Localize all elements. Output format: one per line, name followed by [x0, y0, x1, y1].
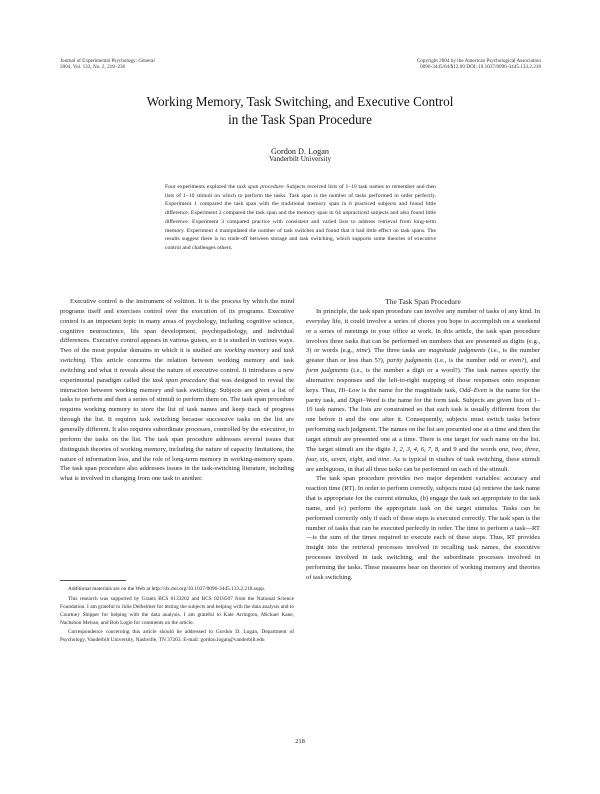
page-number: 218 — [295, 738, 305, 745]
copyright-line: Copyright 2004 by the American Psychological Association — [416, 58, 541, 64]
abstract-text: Four experiments explored the — [165, 184, 237, 190]
body-text: is the name for the parity task, and — [306, 386, 540, 404]
body-text: ). The three tasks are — [367, 347, 429, 355]
title-line-1: Working Memory, Task Switching, and Executive Control — [146, 94, 454, 109]
emphasis: 1, 2, 3, 4, 6, 7, 8, — [392, 445, 440, 453]
emphasis: Digit–Word — [348, 396, 380, 404]
emphasis: magnitude judgments — [428, 347, 486, 355]
emphasis: form judgments — [306, 367, 349, 375]
emphasis: nine — [356, 347, 368, 355]
emphasis: 3 — [306, 347, 310, 355]
body-text: is the name for the form task. Subjects are given lists of 1–10 task names. The lists are constrained so that each task is usually different from the one before it and the one after it. Consequently, subjects must switch tasks before performing each judgment. The names on the list are presented one at a time and then the target stimuli are presented one at a time. There is one target for each name on the list. The target stimuli are the digits — [306, 396, 540, 453]
body-text: (i.e., is the number odd or even?), and — [432, 357, 540, 365]
body-text: is the name for the magnitude task, — [359, 386, 460, 394]
emphasis: parity judgments — [386, 357, 433, 365]
author-affiliation: Vanderbilt University — [268, 155, 332, 163]
footnotes — [60, 585, 294, 646]
body-text: Executive control is the instrument of volition. It is the process by which the mind programs itself and exercises control over the execution of its programs. Executive control is an important topic in many areas of psychology, including cognitive science, cognitive neuroscience, life span development, psychopathology, and individual differences. Executive control appears in various guises, so it is studied in various ways. Two of the most popular domains in which it is studied are — [60, 298, 294, 355]
footnote-correspondence: Correspondence concerning this article should be addressed to Gordon D. Logan, Department of Psychology, Vanderbilt University, Nashville, TN 37203. E-mail: gordon.logan@vanderbilt.edu — [60, 629, 294, 644]
abstract — [165, 183, 436, 253]
footnote-divider — [60, 580, 126, 581]
body-paragraph: The task span procedure provides two major dependent variables: accuracy and reaction time (RT). In order to perform correctly, subjects must (a) retrieve the task name that is appropriate for the current stimulus, (b) engage the task set appropriate to the task name, and (c) perform the appropriate task on the target stimulus. Tasks can be performed correctly only if each of these steps is executed correctly. The task span is the number of tasks that can be executed perfectly in order. The time to perform a task—RT—is the sum of the times required to execute each of these steps. Thus, RT provides insight into the retrieval processes involved in recalling task names, the executive processes involved in task switching, and the subordinate processes involved in performing the tasks. These measures bear on theories of working memory and theories of task switching. — [306, 475, 540, 581]
journal-volume: 2004, Vol. 133, No. 2, 218–236 — [60, 64, 126, 71]
abstract-emphasis: task span procedure — [236, 184, 284, 190]
emphasis: working memory — [224, 347, 270, 355]
footnote-web-materials: Additional materials are on the Web at http://dx.doi.org/10.1037/0096-3445.133.2.218.supp. — [68, 586, 266, 592]
doi-line: 0096-3445/04/$12.00 DOI: 10.1037/0096-3445.133.2.218 — [420, 64, 541, 71]
emphasis: task switching — [60, 347, 294, 365]
emphasis: nine — [378, 455, 390, 463]
journal-citation — [60, 58, 155, 71]
left-column — [60, 297, 294, 484]
right-column — [306, 297, 540, 583]
copyright-notice — [417, 58, 541, 71]
body-text: (i.e., is the number a digit or a word?). The task names specify the alternative responses and the left-to-right mapping of those responses onto response keys. Thus, — [306, 367, 540, 394]
footnote-funding: This research was supported by Grants BCS 0133202 and BCS 0218507 from the National Science Foundation. I am grateful to Julie Delheimer for testing the subjects and helping with the data analysis and to Courtney Shipper for helping with the data analysis. I am grateful to Kate Arrington, Michael Kane, Nachshon Meiran, and Bob Logie for comments on the article. — [60, 595, 294, 626]
body-text: ) or words (e.g., — [309, 347, 357, 355]
body-text: and — [364, 455, 379, 463]
abstract-text: : Subjects received lists of 1–10 task names to remember and then lists of 1–10 stimuli on which to perform the tasks. Task span is the number of tasks performed in order perfectly. Experiment 1 compared the task span with the traditional memory span in 6 practiced subjects and found little difference. Experiment 2 compared the task span and the memory span in 64 unpracticed subjects and also found little difference. Experiment 3 compared practice with consistent and varied lists to address retrieval from long-term memory. Experiment 4 manipulated the number of task switches and found that it had little effect on task spans. The results suggest there is no trade-off between storage and task switching, which supports some theories of executive control and challenges others. — [165, 184, 436, 251]
body-text: and — [269, 347, 284, 355]
body-paragraph — [306, 307, 540, 474]
body-text: (i.e., is the number greater than or less than 5?), — [306, 347, 540, 365]
body-text: that was designed to reveal the interaction between working memory and task switching: Subjects are given a list of tasks to perform and then a series of stimuli to perform them on. The task span procedure requires working memory to store the list of task names and keep track of progress through the list. It requires task switching because successive tasks on the list are generally different. It also requires subordinate processes, controlled by the executive, to perform the tasks on the list. The task span procedure addresses several issues that distinguish theories of working memory, including the nature of capacity limitations, the nature of information loss, and the role of long-term memory in working-memory spans. The task span procedure also addresses issues in the task-switching literature, including what is involved in changing from one task to another. — [60, 376, 295, 483]
body-text: In principle, the task span procedure can involve any number of tasks of any kind. In everyday life, it could involve a series of chores you hope to accomplish on a weekend or a series of meetings in your office at work. In this article, the task span procedure involves three tasks that can be performed on numbers that are presented as digits (e.g., — [306, 308, 540, 345]
body-text: and 9 and the words — [439, 445, 499, 453]
journal-name: Journal of Experimental Psychology: General — [60, 58, 155, 64]
emphasis: Hi–Low — [338, 386, 360, 394]
emphasis: task span procedure — [152, 376, 207, 384]
article-title — [60, 93, 540, 128]
title-line-2: in the Task Span Procedure — [228, 111, 372, 127]
section-heading: The Task Span Procedure — [385, 297, 461, 306]
body-text: . As is typical in studies of task switching, these stimuli are ambiguous, in that all three tasks can be performed on each of the stimuli. — [306, 455, 541, 473]
emphasis: one, two, three, four, six, seven, eight, — [306, 445, 541, 463]
author-name: Gordon D. Logan — [271, 147, 329, 156]
emphasis: Odd–Even — [459, 386, 487, 394]
body-text: . This article concerns the relation between working memory and task switching and what it reveals about the nature of executive control. It introduces a new experimental paradigm called the — [60, 357, 294, 384]
intro-paragraph — [60, 297, 294, 484]
